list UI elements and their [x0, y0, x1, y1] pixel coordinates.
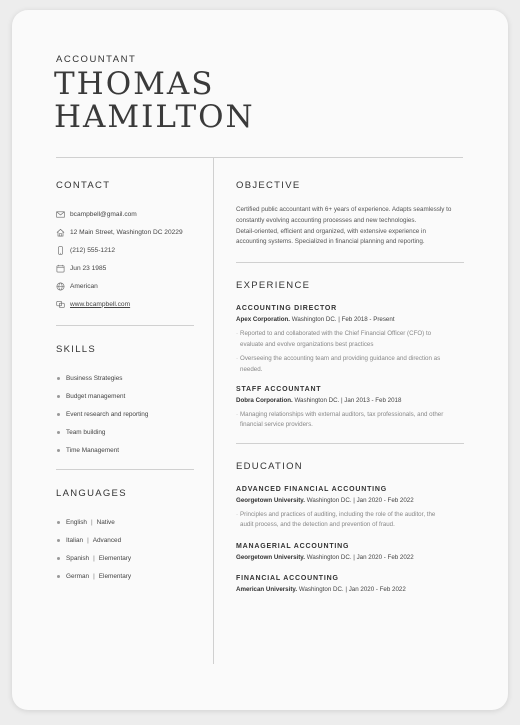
calendar-icon — [56, 264, 65, 273]
contact-address — [56, 223, 194, 241]
section-divider — [56, 469, 194, 470]
list-item — [56, 441, 194, 459]
mail-icon — [56, 210, 65, 219]
language-level: Advanced — [92, 536, 122, 544]
bullet-dot — [57, 413, 60, 416]
bullet-dot — [57, 575, 60, 578]
name-first: THOMAS — [54, 66, 215, 102]
bullet-dot — [57, 449, 60, 452]
language-name: Spanish — [66, 554, 90, 562]
name-last: HAMILTON — [54, 99, 255, 135]
contact-email — [56, 205, 194, 223]
contact-phone-text: (212) 555-1212 — [70, 246, 116, 254]
course-meta — [236, 497, 464, 504]
job-bullet — [236, 329, 464, 350]
skill-label: Business Strategies — [66, 374, 123, 382]
objective-line: constantly evolving accounting processes and new technologies. — [236, 216, 417, 224]
bullet-dot — [57, 521, 60, 524]
company-name: Dobra Corporation. — [236, 396, 293, 404]
language-level: Elementary — [98, 572, 132, 580]
school-name: American University. — [236, 585, 298, 593]
contact-heading: CONTACT — [56, 180, 111, 191]
section-divider — [236, 443, 464, 444]
course-title: ADVANCED FINANCIAL ACCOUNTING — [236, 485, 388, 493]
list-item — [56, 567, 194, 585]
education-heading: EDUCATION — [236, 460, 303, 472]
contact-website-link[interactable]: www.bcampbell.com — [70, 300, 131, 308]
education-entry — [236, 543, 464, 561]
skills-list — [56, 369, 194, 459]
objective-line: Detail-oriented, efficient and organized, with extensive experience in — [236, 227, 426, 235]
job-meta — [236, 316, 464, 323]
resume-page — [12, 10, 508, 710]
school-name: Georgetown University. — [236, 496, 305, 504]
list-item — [56, 549, 194, 567]
list-item — [56, 369, 194, 387]
contact-nationality-text: American — [70, 282, 98, 290]
separator: | — [90, 518, 93, 526]
contact-list — [56, 205, 194, 313]
column-divider — [213, 157, 214, 664]
company-name: Apex Corporation. — [236, 316, 290, 324]
bullet-line: Reported to and collaborated with the Chief Financial Officer (CFO) to — [240, 330, 432, 338]
separator: | — [93, 554, 95, 562]
objective-line: Certified public accountant with 6+ years of experience. Adapts seamlessly to — [236, 206, 452, 213]
contact-nationality — [56, 277, 194, 295]
globe-icon — [56, 282, 65, 291]
job-bullet — [236, 410, 464, 431]
section-divider — [56, 325, 194, 326]
bullet-dot — [57, 395, 60, 398]
objective-text — [236, 205, 464, 248]
school-name: Georgetown University. — [236, 553, 305, 561]
link-icon — [56, 300, 65, 309]
phone-icon — [56, 246, 65, 255]
job-entry — [236, 386, 464, 431]
bullet-dot: · — [236, 355, 239, 363]
bullet-dot — [57, 431, 60, 434]
list-item — [56, 387, 194, 405]
bullet-line: Overseeing the accounting team and providing guidance and direction as — [240, 355, 441, 363]
job-bullet — [236, 354, 464, 375]
list-item — [56, 405, 194, 423]
language-level: Native — [96, 518, 115, 526]
full-name — [54, 68, 255, 134]
contact-website[interactable] — [56, 295, 194, 313]
job-details: Washington DC. | Feb 2018 - Present — [289, 316, 395, 324]
skill-label: Budget management — [66, 392, 126, 400]
job-meta — [236, 397, 464, 404]
course-details: Washington DC. | Jan 2020 - Feb 2022 — [297, 585, 406, 593]
bullet-dot: · — [236, 410, 239, 418]
course-title: FINANCIAL ACCOUNTING — [236, 574, 339, 582]
list-item — [56, 423, 194, 441]
skills-heading: SKILLS — [56, 344, 97, 355]
languages-heading: LANGUAGES — [56, 488, 127, 499]
language-level: Elementary — [98, 554, 132, 562]
bullet-line: financial service providers. — [240, 421, 313, 429]
contact-birthdate-text: Jun 23 1985 — [70, 264, 107, 272]
list-item — [56, 531, 194, 549]
objective-heading: OBJECTIVE — [236, 180, 301, 191]
list-item — [56, 513, 194, 531]
contact-phone — [56, 241, 194, 259]
job-entry — [236, 305, 464, 375]
skill-label: Time Management — [66, 446, 120, 454]
bullet-dot — [57, 557, 60, 560]
bullet-line: Principles and practices of auditing, including the role of the auditor, the — [240, 510, 436, 518]
course-meta — [236, 554, 464, 561]
language-name: English — [66, 518, 87, 526]
job-title: STAFF ACCOUNTANT — [236, 385, 322, 393]
section-divider — [236, 262, 464, 263]
course-bullet — [236, 510, 464, 531]
bullet-line: Managing relationships with external auditors, tax professionals, and other — [240, 410, 444, 418]
bullet-line: evaluate and evolve organizations best practices — [240, 340, 374, 348]
bullet-line: needed. — [240, 365, 263, 373]
bullet-line: audit process, and the detection and prevention of fraud. — [240, 521, 395, 529]
contact-address-text: 12 Main Street, Washington DC 20229 — [70, 228, 183, 236]
job-role: ACCOUNTANT — [56, 54, 137, 65]
course-details: Washington DC. | Jan 2020 - Feb 2022 — [305, 553, 414, 561]
skill-label: Team building — [66, 428, 106, 436]
course-title: MANAGERIAL ACCOUNTING — [236, 542, 350, 550]
contact-birthdate — [56, 259, 194, 277]
bullet-dot: · — [236, 510, 239, 518]
bullet-dot: · — [236, 330, 239, 338]
course-details: Washington DC. | Jan 2020 - Feb 2022 — [305, 496, 414, 504]
bullet-dot — [57, 539, 60, 542]
header-divider — [56, 157, 463, 158]
experience-heading: EXPERIENCE — [236, 280, 311, 292]
home-icon — [56, 228, 65, 237]
education-entry — [236, 575, 464, 593]
education-entry — [236, 486, 464, 531]
bullet-dot — [57, 377, 60, 380]
left-column — [56, 180, 194, 585]
separator: | — [93, 572, 95, 580]
right-column — [236, 180, 464, 599]
separator: | — [87, 536, 89, 544]
job-details: Washington DC. | Jan 2013 - Feb 2018 — [292, 396, 402, 404]
language-name: German — [66, 572, 90, 580]
job-title: ACCOUNTING DIRECTOR — [236, 305, 338, 313]
skill-label: Event research and reporting — [66, 410, 149, 418]
course-meta — [236, 586, 464, 593]
contact-email-text: bcampbell@gmail.com — [70, 210, 137, 218]
objective-line: accounting systems. Specialized in financial planning and reporting. — [236, 238, 425, 246]
languages-list — [56, 513, 194, 585]
language-name: Italian — [66, 536, 84, 544]
